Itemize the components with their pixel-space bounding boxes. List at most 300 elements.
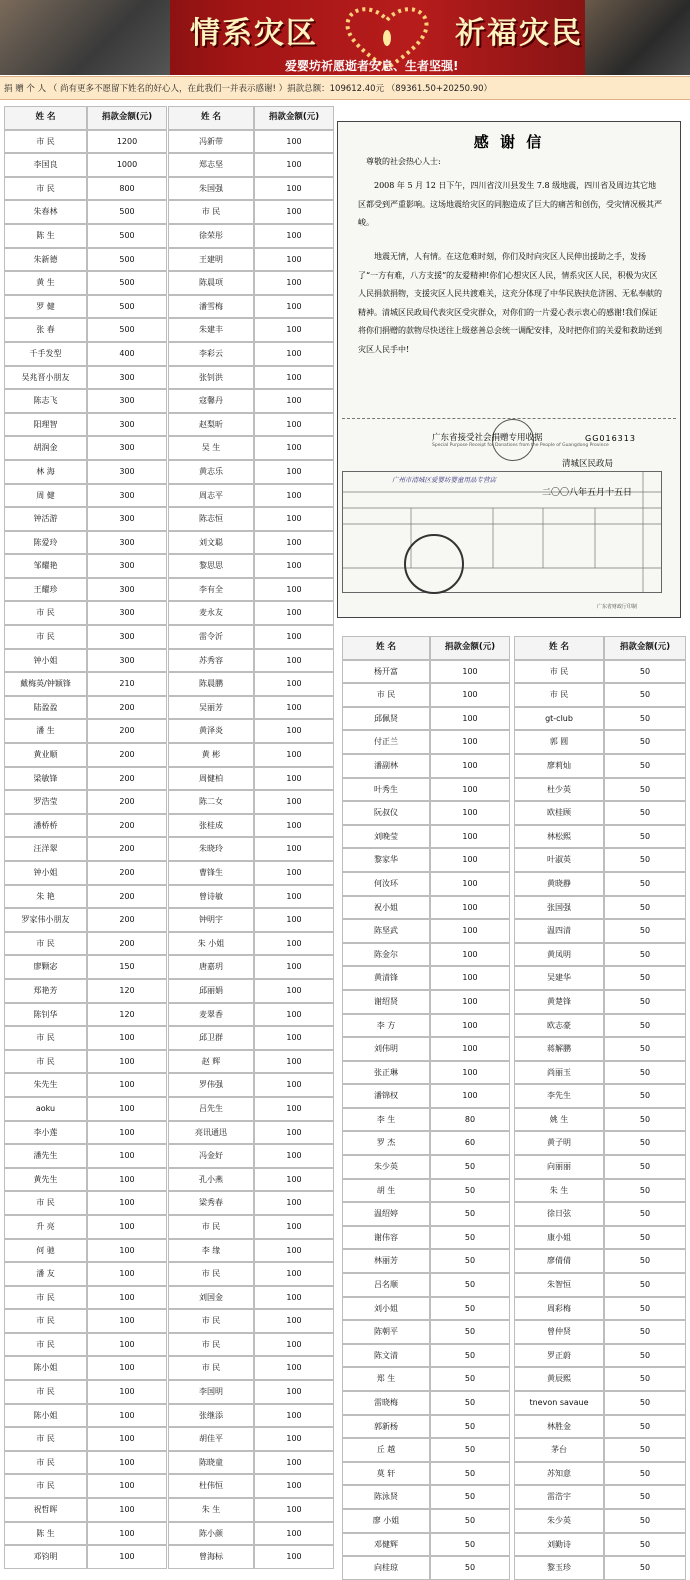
donor-row bbox=[4, 790, 167, 814]
donor-row bbox=[4, 271, 167, 295]
name-header: 姓 名 bbox=[342, 636, 430, 660]
donor-row bbox=[168, 1404, 334, 1428]
donor-row bbox=[168, 153, 334, 177]
donor-name: 付正兰 bbox=[342, 730, 430, 754]
donor-name: 曾仲贤 bbox=[514, 1320, 604, 1344]
donation-amount: 100 bbox=[87, 1168, 167, 1192]
donor-row bbox=[4, 743, 167, 767]
donor-row bbox=[4, 1215, 167, 1239]
donation-amount: 100 bbox=[430, 778, 510, 802]
donor-row bbox=[4, 1545, 167, 1569]
receipt-date: 二〇〇八年五月十五日 bbox=[542, 488, 633, 498]
donor-name: 潘 生 bbox=[4, 719, 87, 743]
donor-row bbox=[514, 801, 686, 825]
donation-amount: 50 bbox=[604, 943, 686, 967]
donation-amount: 200 bbox=[87, 719, 167, 743]
letter-paragraph-1: 2008 年 5 月 12 日下午，四川省汶川县发生 7.8 级地震，四川省及周边其它地区都受到严重影响。这场地震给灾区的同胞造成了巨大的痛苦和创伤，受灾情况极其严峻。 bbox=[358, 181, 662, 227]
donation-amount: 1200 bbox=[87, 130, 167, 154]
donor-name: 邱卫群 bbox=[168, 1026, 254, 1050]
donation-amount: 100 bbox=[87, 1215, 167, 1239]
donation-amount: 100 bbox=[254, 318, 334, 342]
donor-row bbox=[4, 932, 167, 956]
donation-amount: 50 bbox=[604, 754, 686, 778]
donor-row bbox=[168, 248, 334, 272]
donation-amount: 100 bbox=[87, 1474, 167, 1498]
donor-row bbox=[342, 1556, 510, 1580]
donor-row bbox=[514, 1509, 686, 1533]
donor-row bbox=[168, 1003, 334, 1027]
donation-amount: 100 bbox=[430, 660, 510, 684]
donor-row bbox=[514, 1415, 686, 1439]
donation-amount: 50 bbox=[604, 825, 686, 849]
donor-name: 陈文清 bbox=[342, 1344, 430, 1368]
donation-amount: 100 bbox=[254, 1522, 334, 1546]
donation-amount: 100 bbox=[254, 130, 334, 154]
donor-row bbox=[342, 1084, 510, 1108]
donor-table-3 bbox=[342, 636, 510, 1580]
donation-amount: 200 bbox=[87, 767, 167, 791]
donation-amount: 100 bbox=[430, 990, 510, 1014]
donation-amount: 100 bbox=[254, 1239, 334, 1263]
donor-row bbox=[4, 554, 167, 578]
donation-amount: 50 bbox=[604, 1108, 686, 1132]
donor-name: 市 民 bbox=[168, 200, 254, 224]
donation-amount: 100 bbox=[254, 979, 334, 1003]
donor-row bbox=[514, 1462, 686, 1486]
donor-row bbox=[168, 578, 334, 602]
donor-name: 朱少英 bbox=[342, 1155, 430, 1179]
donor-row bbox=[4, 1286, 167, 1310]
donation-amount: 100 bbox=[87, 1451, 167, 1475]
donor-row bbox=[342, 896, 510, 920]
donor-name: 阳理智 bbox=[4, 413, 87, 437]
donor-row bbox=[342, 966, 510, 990]
donor-row bbox=[4, 1309, 167, 1333]
donor-row bbox=[514, 1273, 686, 1297]
donor-name: 陈志恒 bbox=[168, 507, 254, 531]
donation-amount: 200 bbox=[87, 696, 167, 720]
donation-amount: 100 bbox=[254, 1380, 334, 1404]
donation-amount: 50 bbox=[430, 1226, 510, 1250]
donor-name: 潘 友 bbox=[4, 1262, 87, 1286]
donor-name: 胡 生 bbox=[342, 1179, 430, 1203]
donation-amount: 300 bbox=[87, 389, 167, 413]
donor-row bbox=[4, 767, 167, 791]
donation-amount: 100 bbox=[254, 837, 334, 861]
donor-row bbox=[168, 130, 334, 154]
donor-row bbox=[4, 861, 167, 885]
donor-row bbox=[168, 601, 334, 625]
donation-amount: 100 bbox=[430, 848, 510, 872]
donor-row bbox=[342, 754, 510, 778]
donation-amount: 100 bbox=[430, 872, 510, 896]
donation-amount: 50 bbox=[604, 1462, 686, 1486]
donation-amount: 100 bbox=[254, 1191, 334, 1215]
donor-name: 廖倩倩 bbox=[514, 1249, 604, 1273]
name-header: 姓 名 bbox=[514, 636, 604, 660]
donor-row bbox=[168, 1474, 334, 1498]
donation-amount: 100 bbox=[254, 1333, 334, 1357]
donor-name: 胡润金 bbox=[4, 436, 87, 460]
donation-amount: 50 bbox=[430, 1462, 510, 1486]
donor-name: 黄泽炎 bbox=[168, 719, 254, 743]
donor-row bbox=[4, 696, 167, 720]
donation-amount: 100 bbox=[254, 1474, 334, 1498]
donor-name: 廖莉灿 bbox=[514, 754, 604, 778]
donor-row bbox=[168, 389, 334, 413]
donor-name: 郭新杨 bbox=[342, 1415, 430, 1439]
amount-header: 捐款金额(元) bbox=[430, 636, 510, 660]
donor-row bbox=[4, 1026, 167, 1050]
donation-amount: 100 bbox=[254, 767, 334, 791]
donation-amount: 50 bbox=[604, 1249, 686, 1273]
donor-name: 向桂琼 bbox=[342, 1556, 430, 1580]
donation-amount: 100 bbox=[254, 625, 334, 649]
donor-row bbox=[342, 872, 510, 896]
donation-amount: 50 bbox=[430, 1485, 510, 1509]
donor-name: 茅台 bbox=[514, 1438, 604, 1462]
donation-amount: 50 bbox=[604, 1037, 686, 1061]
donor-row bbox=[4, 1097, 167, 1121]
donor-name: 陈爱玲 bbox=[4, 531, 87, 555]
donation-amount: 50 bbox=[604, 990, 686, 1014]
donor-row bbox=[342, 1297, 510, 1321]
donor-row bbox=[4, 436, 167, 460]
donor-name: 潘雪梅 bbox=[168, 295, 254, 319]
donor-name: 邓健辉 bbox=[342, 1533, 430, 1557]
donation-amount: 100 bbox=[254, 271, 334, 295]
donor-name: 吴建华 bbox=[514, 966, 604, 990]
donor-row bbox=[168, 767, 334, 791]
donor-row bbox=[514, 1297, 686, 1321]
donor-name: 陈 生 bbox=[4, 224, 87, 248]
donor-name: 梁敏锋 bbox=[4, 767, 87, 791]
donation-amount: 50 bbox=[604, 730, 686, 754]
donor-row bbox=[168, 743, 334, 767]
donor-name: 廖颗宓 bbox=[4, 955, 87, 979]
donor-name: 市 民 bbox=[4, 601, 87, 625]
donation-amount: 100 bbox=[254, 1427, 334, 1451]
donor-name: 王耀珍 bbox=[4, 578, 87, 602]
donor-row bbox=[342, 660, 510, 684]
donation-amount: 100 bbox=[430, 1037, 510, 1061]
donation-amount: 100 bbox=[254, 814, 334, 838]
donation-amount: 100 bbox=[254, 460, 334, 484]
donation-amount: 100 bbox=[87, 1121, 167, 1145]
donor-name: 陈晨鹏 bbox=[168, 672, 254, 696]
donor-name: 市 民 bbox=[342, 683, 430, 707]
donor-name: 市 民 bbox=[4, 932, 87, 956]
donor-row bbox=[4, 672, 167, 696]
donor-row bbox=[168, 861, 334, 885]
donation-amount: 300 bbox=[87, 366, 167, 390]
donor-row bbox=[168, 1356, 334, 1380]
donor-row bbox=[168, 1026, 334, 1050]
donation-amount: 100 bbox=[430, 707, 510, 731]
donor-row bbox=[514, 660, 686, 684]
donor-name: 黄 生 bbox=[4, 271, 87, 295]
donation-amount: 100 bbox=[254, 1262, 334, 1286]
donation-amount: 200 bbox=[87, 932, 167, 956]
donation-amount: 100 bbox=[430, 966, 510, 990]
donor-name: 温绍婷 bbox=[342, 1202, 430, 1226]
donation-amount: 100 bbox=[254, 1545, 334, 1569]
donor-row bbox=[514, 754, 686, 778]
donor-row bbox=[4, 1262, 167, 1286]
donor-name: 陈二女 bbox=[168, 790, 254, 814]
donation-amount: 50 bbox=[430, 1556, 510, 1580]
donor-name: 周健柏 bbox=[168, 767, 254, 791]
donation-amount: 100 bbox=[254, 578, 334, 602]
donor-name: 黄辰熙 bbox=[514, 1367, 604, 1391]
donor-row bbox=[4, 814, 167, 838]
donor-name: 潘先生 bbox=[4, 1144, 87, 1168]
donor-row bbox=[4, 507, 167, 531]
donor-row bbox=[4, 1451, 167, 1475]
donation-amount: 100 bbox=[87, 1545, 167, 1569]
donor-name: 杜少英 bbox=[514, 778, 604, 802]
donation-amount: 210 bbox=[87, 672, 167, 696]
donor-name: 罗浩莹 bbox=[4, 790, 87, 814]
donor-row bbox=[4, 837, 167, 861]
donation-amount: 100 bbox=[254, 1168, 334, 1192]
donation-amount: 50 bbox=[430, 1509, 510, 1533]
donor-name: 姚 生 bbox=[514, 1108, 604, 1132]
donation-amount: 50 bbox=[604, 966, 686, 990]
donor-row bbox=[4, 224, 167, 248]
donor-row bbox=[168, 649, 334, 673]
donation-amount: 100 bbox=[430, 801, 510, 825]
donor-row bbox=[514, 1533, 686, 1557]
donation-amount: 100 bbox=[254, 366, 334, 390]
donor-name: 钟小姐 bbox=[4, 649, 87, 673]
banner-photo-left bbox=[0, 0, 170, 75]
donation-amount: 80 bbox=[430, 1108, 510, 1132]
donor-name: aoku bbox=[4, 1097, 87, 1121]
donor-row bbox=[168, 224, 334, 248]
donor-name: tnevon savaue bbox=[514, 1391, 604, 1415]
donor-name: 朱建丰 bbox=[168, 318, 254, 342]
donation-amount: 500 bbox=[87, 200, 167, 224]
donor-row bbox=[342, 1367, 510, 1391]
donor-row bbox=[4, 1073, 167, 1097]
donor-name: 孔小燕 bbox=[168, 1168, 254, 1192]
donor-row bbox=[342, 1415, 510, 1439]
donor-row bbox=[342, 848, 510, 872]
donation-amount: 100 bbox=[254, 908, 334, 932]
donation-amount: 50 bbox=[430, 1155, 510, 1179]
donor-name: 刘小姐 bbox=[342, 1297, 430, 1321]
donor-row bbox=[342, 1061, 510, 1085]
donation-amount: 200 bbox=[87, 908, 167, 932]
donor-row bbox=[168, 295, 334, 319]
donor-name: 李 生 bbox=[342, 1108, 430, 1132]
donation-amount: 100 bbox=[87, 1191, 167, 1215]
donor-name: 朱 小姐 bbox=[168, 932, 254, 956]
donor-row bbox=[514, 1014, 686, 1038]
donor-row bbox=[4, 130, 167, 154]
donation-amount: 100 bbox=[87, 1404, 167, 1428]
donor-row bbox=[4, 413, 167, 437]
donor-name: 罗伟强 bbox=[168, 1073, 254, 1097]
donation-amount: 200 bbox=[87, 790, 167, 814]
donor-row bbox=[514, 1179, 686, 1203]
donor-name: 罗家伟小朋友 bbox=[4, 908, 87, 932]
donation-amount: 100 bbox=[87, 1333, 167, 1357]
donor-name: 朱国强 bbox=[168, 177, 254, 201]
donation-amount: 50 bbox=[604, 1155, 686, 1179]
donor-row bbox=[4, 885, 167, 909]
donation-amount: 100 bbox=[87, 1522, 167, 1546]
banner bbox=[0, 0, 690, 75]
donor-row bbox=[514, 1249, 686, 1273]
donor-name: 千手发型 bbox=[4, 342, 87, 366]
donor-row bbox=[514, 1320, 686, 1344]
donation-amount: 100 bbox=[254, 1356, 334, 1380]
donor-row bbox=[4, 908, 167, 932]
banner-photo-right bbox=[585, 0, 690, 75]
donation-amount: 100 bbox=[254, 932, 334, 956]
letter-paragraph-2: 地震无情，人有情。在这危难时刻，你们及时向灾区人民伸出援助之手，发扬了“一方有难，八方支援”的友爱精神!你们心想灾区人民，情系灾区人民，积极为灾区人民捐款捐物，支援灾区人民共渡难关，这充分体现了中华民族扶危济困、无私奉献的精神。清城区民政局代表灾区受灾群众，对你们的一片爱心表示衷心的感谢!我们保证将你们捐赠的款物尽快送往上级慈善总会统一调配安排，及时把你们的关爱和救助送到灾区人民手中! bbox=[358, 252, 662, 354]
donor-name: 黄 彬 bbox=[168, 743, 254, 767]
donor-name: 杨开富 bbox=[342, 660, 430, 684]
donor-row bbox=[168, 672, 334, 696]
donation-amount: 300 bbox=[87, 625, 167, 649]
donation-amount: 100 bbox=[254, 1003, 334, 1027]
donor-row bbox=[342, 1485, 510, 1509]
donor-row bbox=[342, 1533, 510, 1557]
donor-row bbox=[342, 683, 510, 707]
donation-amount: 50 bbox=[430, 1415, 510, 1439]
donation-amount: 50 bbox=[604, 848, 686, 872]
donation-amount: 50 bbox=[430, 1391, 510, 1415]
thank-you-letter bbox=[337, 121, 681, 618]
donor-name: 市 民 bbox=[4, 1286, 87, 1310]
donor-name: 徐日弦 bbox=[514, 1202, 604, 1226]
donor-row bbox=[168, 531, 334, 555]
donor-row bbox=[342, 1226, 510, 1250]
letter-salutation: 尊敬的社会热心人士: bbox=[366, 157, 441, 166]
donor-row bbox=[514, 1084, 686, 1108]
donor-row bbox=[342, 1438, 510, 1462]
donation-amount: 100 bbox=[430, 825, 510, 849]
donor-row bbox=[4, 531, 167, 555]
donation-amount: 400 bbox=[87, 342, 167, 366]
donor-row bbox=[168, 436, 334, 460]
donor-name: 黎家华 bbox=[342, 848, 430, 872]
donor-name: 刘晚莹 bbox=[342, 825, 430, 849]
donor-name: 曾海标 bbox=[168, 1545, 254, 1569]
donor-name: 张正琳 bbox=[342, 1061, 430, 1085]
donor-row bbox=[514, 1391, 686, 1415]
donor-row bbox=[514, 872, 686, 896]
donor-name: 徐荣彤 bbox=[168, 224, 254, 248]
donor-name: 李有全 bbox=[168, 578, 254, 602]
donation-amount: 50 bbox=[604, 1061, 686, 1085]
donation-amount: 100 bbox=[254, 531, 334, 555]
donor-row bbox=[168, 177, 334, 201]
donor-row bbox=[514, 1226, 686, 1250]
donation-amount: 300 bbox=[87, 507, 167, 531]
donor-name: 钟活游 bbox=[4, 507, 87, 531]
donation-summary: 捐 赠 个 人 （ 尚有更多不愿留下姓名的好心人，在此我们一并表示感谢! ）捐款总额：109612.40元 （89361.50+20250.90） bbox=[0, 76, 690, 100]
donation-amount: 50 bbox=[604, 683, 686, 707]
donation-amount: 500 bbox=[87, 295, 167, 319]
donation-amount: 100 bbox=[254, 743, 334, 767]
donation-amount: 120 bbox=[87, 979, 167, 1003]
donation-amount: 300 bbox=[87, 436, 167, 460]
donor-row bbox=[4, 601, 167, 625]
donation-amount: 100 bbox=[254, 672, 334, 696]
donor-name: 吴 生 bbox=[168, 436, 254, 460]
donor-row bbox=[168, 413, 334, 437]
donor-row bbox=[168, 1545, 334, 1569]
donor-name: 市 民 bbox=[4, 1309, 87, 1333]
donor-name: 谢伟容 bbox=[342, 1226, 430, 1250]
donor-name: 杜伟恒 bbox=[168, 1474, 254, 1498]
donor-row bbox=[4, 1498, 167, 1522]
donor-name: 赵梨昕 bbox=[168, 413, 254, 437]
donor-name: 李彩云 bbox=[168, 342, 254, 366]
donor-name: 谢绍贤 bbox=[342, 990, 430, 1014]
donation-amount: 100 bbox=[430, 896, 510, 920]
donor-name: 潘桥桥 bbox=[4, 814, 87, 838]
donor-row bbox=[168, 1451, 334, 1475]
donor-name: 唐嘉玥 bbox=[168, 955, 254, 979]
donor-row bbox=[4, 1144, 167, 1168]
donor-name: 朱智恒 bbox=[514, 1273, 604, 1297]
donation-amount: 50 bbox=[430, 1273, 510, 1297]
donor-table-2 bbox=[168, 106, 334, 1569]
donor-row bbox=[4, 177, 167, 201]
donor-row bbox=[342, 919, 510, 943]
donation-amount: 100 bbox=[254, 1215, 334, 1239]
donation-amount: 100 bbox=[87, 1026, 167, 1050]
donor-name: 林 海 bbox=[4, 460, 87, 484]
receipt-subtitle: Special Purpose Receipt for Donations from the People of Guangdong Province bbox=[432, 443, 609, 448]
donor-row bbox=[4, 318, 167, 342]
donor-name: 陈小姐 bbox=[4, 1404, 87, 1428]
donor-row bbox=[168, 1191, 334, 1215]
donation-amount: 50 bbox=[604, 778, 686, 802]
donation-amount: 200 bbox=[87, 861, 167, 885]
donation-amount: 200 bbox=[87, 837, 167, 861]
donation-amount: 100 bbox=[87, 1356, 167, 1380]
donation-amount: 50 bbox=[604, 1391, 686, 1415]
donor-row bbox=[514, 707, 686, 731]
donor-name: 罗正蔚 bbox=[514, 1344, 604, 1368]
donor-name: 亮讯通迅 bbox=[168, 1121, 254, 1145]
donor-row bbox=[514, 1131, 686, 1155]
donor-row bbox=[4, 200, 167, 224]
donor-name: 市 民 bbox=[168, 1333, 254, 1357]
donor-row bbox=[168, 271, 334, 295]
donor-row bbox=[168, 908, 334, 932]
donor-name: 郑 生 bbox=[342, 1367, 430, 1391]
donor-table-4 bbox=[514, 636, 686, 1580]
donation-amount: 50 bbox=[604, 1273, 686, 1297]
donation-amount: 500 bbox=[87, 318, 167, 342]
donor-name: 麦永友 bbox=[168, 601, 254, 625]
donor-name: 朱先生 bbox=[4, 1073, 87, 1097]
donor-row bbox=[342, 825, 510, 849]
donor-name: 黄先生 bbox=[4, 1168, 87, 1192]
donor-row bbox=[168, 1522, 334, 1546]
donation-amount: 200 bbox=[87, 885, 167, 909]
donor-name: 苏知意 bbox=[514, 1462, 604, 1486]
donor-row bbox=[168, 696, 334, 720]
donor-row bbox=[168, 955, 334, 979]
